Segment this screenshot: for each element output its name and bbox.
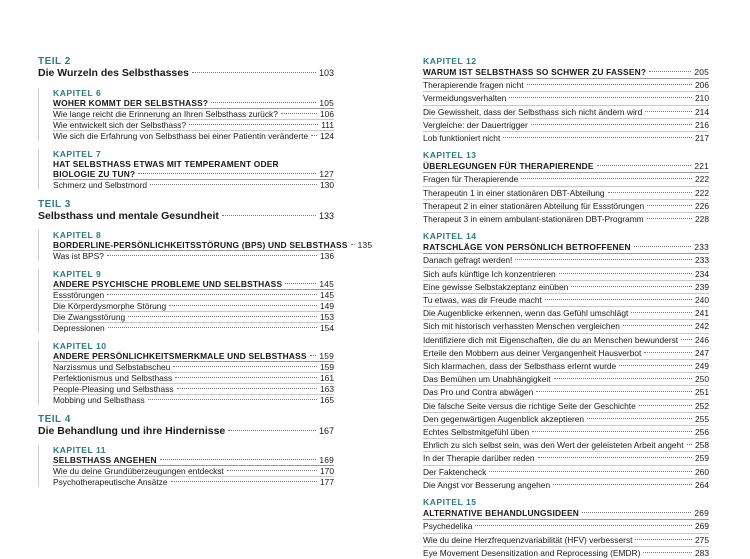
entry-text: Lob funktioniert nicht	[423, 133, 501, 144]
page-number: 163	[320, 384, 334, 394]
page-number: 159	[319, 351, 334, 361]
leader-dots	[171, 481, 317, 482]
leader-dots	[644, 352, 692, 353]
toc-entry[interactable]	[423, 92, 709, 105]
chapter-label: KAPITEL 13	[423, 150, 477, 161]
chapter-title: ANDERE PERSÖNLICHKEITSMERKMALE UND SELBSTHASS	[53, 351, 307, 361]
toc-entry[interactable]	[423, 534, 709, 547]
leader-dots	[189, 124, 318, 125]
entry-text: In der Therapie darüber reden	[423, 453, 535, 464]
page-number: 106	[320, 109, 334, 119]
leader-dots	[311, 135, 317, 136]
chapter-15	[423, 497, 709, 559]
entry-text: Essstörungen	[53, 290, 105, 300]
part-title-line[interactable]	[38, 67, 334, 79]
toc-entry[interactable]	[53, 466, 334, 477]
chapter-title-line[interactable]	[53, 279, 334, 290]
toc-entry[interactable]	[53, 131, 334, 141]
chapter-label: KAPITEL 8	[53, 230, 102, 240]
chapter-title-line[interactable]	[53, 169, 334, 180]
leader-dots	[597, 165, 692, 166]
chapter-12	[423, 56, 709, 144]
leader-dots	[148, 399, 317, 400]
page-number: 256	[695, 427, 709, 438]
left-page	[38, 56, 373, 487]
entry-text: Die Augenblicke erkennen, wenn das Gefühl umschlägt	[423, 308, 629, 319]
leader-dots	[228, 430, 316, 431]
toc-entry[interactable]	[423, 413, 709, 426]
entry-text: Wie sich die Erfahrung von Selbsthass bei einer Patientin veränderte	[53, 131, 309, 141]
leader-dots	[531, 124, 692, 125]
leader-dots	[128, 316, 317, 317]
toc-entry[interactable]	[423, 426, 709, 439]
toc-entry[interactable]	[423, 187, 709, 200]
page-number: 169	[319, 455, 334, 465]
chapter-title: ÜBERLEGUNGEN FÜR THERAPIERENDE	[423, 161, 594, 172]
leader-dots	[107, 255, 317, 256]
toc-entry[interactable]	[423, 294, 709, 307]
page-number: 233	[694, 242, 709, 253]
chapter-label: KAPITEL 15	[423, 497, 477, 508]
entry-text: Sich klarmachen, dass der Selbsthass erlernt wurde	[423, 361, 617, 372]
leader-dots	[553, 484, 692, 485]
leader-dots	[571, 286, 692, 287]
part-2	[38, 56, 334, 190]
part-title-line[interactable]	[38, 210, 334, 222]
toc-entry[interactable]	[423, 79, 709, 92]
page-number: 269	[694, 508, 709, 519]
page-number: 251	[695, 387, 709, 398]
entry-text: Wie du deine Herzfrequenzvariabilität (HFV) verbesserst	[423, 534, 633, 545]
chapter-label: KAPITEL 6	[53, 88, 102, 98]
chapter-title-line[interactable]	[53, 98, 334, 109]
page-number: 250	[695, 374, 709, 385]
leader-dots	[619, 365, 692, 366]
toc-entry[interactable]	[423, 281, 709, 294]
leader-dots	[227, 470, 317, 471]
entry-text: Vermeidungsverhalten	[423, 93, 507, 104]
entry-text: People-Pleasing und Selbsthass	[53, 384, 174, 394]
page-number: 260	[695, 466, 709, 477]
chapter-label: KAPITEL 11	[53, 445, 107, 455]
toc-entry[interactable]	[423, 347, 709, 360]
part-title: Die Wurzeln des Selbsthasses	[38, 67, 189, 79]
chapter-label: KAPITEL 7	[53, 149, 102, 159]
leader-dots	[554, 378, 692, 379]
page-number: 145	[320, 290, 334, 300]
chapter-title-line[interactable]	[423, 160, 709, 173]
leader-dots	[687, 444, 692, 445]
toc-entry[interactable]	[53, 251, 334, 261]
page-number: 127	[319, 169, 334, 179]
leader-dots	[169, 305, 317, 306]
leader-dots	[623, 325, 692, 326]
chapter-label: KAPITEL 14	[423, 231, 477, 242]
entry-text: Schmerz und Selbstmord	[53, 180, 148, 190]
leader-dots	[173, 366, 317, 367]
part-4	[38, 414, 334, 487]
toc-entry[interactable]	[423, 373, 709, 386]
toc-entry[interactable]	[423, 360, 709, 373]
toc-entry[interactable]	[53, 301, 334, 312]
entry-text: Therapeutin 1 in einer stationären DBT-Abteilung	[423, 187, 605, 198]
page-number: 145	[319, 279, 334, 289]
toc-entry[interactable]	[423, 213, 709, 225]
chapter-title[interactable]: HAT SELBSTHASS ETWAS MIT TEMPERAMENT ODER	[53, 159, 279, 169]
part-title: Selbsthass und mentale Gesundheit	[38, 210, 219, 222]
leader-dots	[489, 471, 692, 472]
chapter-title: WOHER KOMMT DER SELBSTHASS?	[53, 98, 209, 108]
leader-dots	[192, 72, 316, 73]
leader-dots	[559, 273, 692, 274]
toc-entry[interactable]	[423, 400, 709, 413]
chapter-6	[38, 88, 334, 141]
leader-dots	[150, 184, 317, 185]
chapter-title-line[interactable]	[423, 507, 709, 520]
page-number: 247	[695, 347, 709, 358]
leader-dots	[649, 71, 691, 72]
page-number: 135	[357, 240, 373, 250]
chapter-7	[38, 149, 334, 190]
toc-entry[interactable]	[423, 254, 709, 267]
chapter-13	[423, 150, 709, 225]
leader-dots	[138, 173, 316, 174]
page-number: 240	[695, 295, 709, 306]
chapter-10	[38, 341, 334, 405]
entry-text: Mobbing und Selbsthass	[53, 395, 145, 405]
toc-entry[interactable]	[53, 323, 334, 333]
leader-dots	[635, 539, 692, 540]
page-number: 133	[318, 211, 334, 221]
leader-dots	[177, 388, 317, 389]
page-number: 167	[318, 426, 334, 436]
leader-dots	[160, 459, 317, 460]
toc-entry[interactable]	[423, 386, 709, 399]
toc-entry[interactable]	[423, 173, 709, 186]
page-number: 241	[695, 308, 709, 319]
page-number: 149	[320, 301, 334, 311]
leader-dots	[681, 339, 692, 340]
toc-entry[interactable]	[53, 384, 334, 395]
toc-entry[interactable]	[423, 520, 709, 533]
chapter-title-line[interactable]	[53, 240, 373, 251]
page-number: 249	[695, 361, 709, 372]
chapter-title: SELBSTHASS ANGEHEN	[53, 455, 157, 465]
page-number: 136	[320, 251, 334, 261]
entry-text: Narzissmus und Selbstabscheu	[53, 362, 171, 372]
entry-text: Therapeut 3 in einem ambulant-stationären DBT-Programm	[423, 214, 644, 225]
page-number: 103	[318, 68, 334, 78]
toc-entry[interactable]	[423, 307, 709, 320]
chapter-14	[423, 231, 709, 491]
page-number: 177	[320, 477, 334, 487]
entry-text: Wie entwickelt sich der Selbsthass?	[53, 120, 187, 130]
chapter-9	[38, 269, 334, 333]
chapter-8	[38, 230, 373, 261]
entry-text: Danach gefragt werden!	[423, 255, 513, 266]
leader-dots	[310, 355, 317, 356]
chapter-title: BORDERLINE-PERSÖNLICHKEITSSTÖRUNG (BPS) UND SELBSTHASS	[53, 240, 348, 250]
leader-dots	[285, 283, 316, 284]
page-number: 269	[695, 521, 709, 532]
part-3	[38, 199, 373, 405]
part-title-line[interactable]	[38, 425, 334, 437]
entry-text: Der Faktencheck	[423, 466, 487, 477]
entry-text: Die Gewissheit, dass der Selbsthass sich nicht ändern wird	[423, 106, 643, 117]
page-number: 255	[695, 413, 709, 424]
toc-entry[interactable]	[423, 466, 709, 479]
page-number: 234	[695, 268, 709, 279]
leader-dots	[503, 137, 692, 138]
toc-entry[interactable]	[423, 479, 709, 491]
page-number: 159	[320, 362, 334, 372]
chapter-title: RATSCHLÄGE VON PERSÖNLICH BETROFFENEN	[423, 242, 631, 253]
toc-entry[interactable]	[423, 439, 709, 452]
leader-dots	[634, 246, 692, 247]
toc-entry[interactable]	[423, 200, 709, 213]
part-label: TEIL 3	[38, 199, 71, 210]
leader-dots	[631, 312, 692, 313]
chapter-title: WARUM IST SELBSTHASS SO SCHWER ZU FASSEN?	[423, 67, 647, 77]
chapter-title-line[interactable]	[423, 66, 709, 79]
page-number: 217	[695, 133, 709, 144]
leader-dots	[647, 218, 692, 219]
entry-text: Die falsche Seite versus die richtige Seite der Geschichte	[423, 400, 636, 411]
entry-text: Eine gewisse Selbstakzeptanz einüben	[423, 281, 569, 292]
toc-entry[interactable]	[423, 132, 709, 144]
page-number: 258	[695, 440, 709, 451]
leader-dots	[515, 259, 692, 260]
toc-entry[interactable]	[423, 320, 709, 333]
chapter-label: KAPITEL 9	[53, 269, 102, 279]
leader-dots	[211, 102, 316, 103]
entry-text: Den gegenwärtigen Augenblick akzeptieren	[423, 413, 585, 424]
entry-text: Wie du deine Grundüberzeugungen entdeckst	[53, 466, 224, 476]
entry-text: Die Zwangsstörung	[53, 312, 126, 322]
page-number: 246	[695, 334, 709, 345]
entry-text: Therapeut 2 in einer stationären Abteilung für Essstörungen	[423, 200, 645, 211]
page-number: 210	[695, 93, 709, 104]
page-number: 105	[319, 98, 334, 108]
page-number: 228	[695, 214, 709, 225]
chapter-label: KAPITEL 10	[53, 341, 107, 351]
toc-entry[interactable]	[53, 290, 334, 301]
entry-text: Psychedelika	[423, 521, 473, 532]
page-number: 205	[694, 67, 709, 77]
leader-dots	[608, 192, 692, 193]
toc-entry[interactable]	[53, 109, 334, 120]
part-label: TEIL 2	[38, 56, 71, 67]
entry-text: Eye Movement Desensitization and Reprocessing (EMDR)	[423, 547, 641, 558]
leader-dots	[647, 205, 692, 206]
entry-text: Die Angst vor Besserung angehen	[423, 479, 551, 490]
leader-dots	[222, 215, 316, 216]
toc-entry[interactable]	[423, 106, 709, 119]
page-number: 233	[695, 255, 709, 266]
leader-dots	[521, 178, 692, 179]
toc-entry[interactable]	[53, 395, 334, 405]
page-number: 239	[695, 281, 709, 292]
page-number: 130	[320, 180, 334, 190]
leader-dots	[643, 552, 692, 553]
entry-text: Psychotherapeutische Ansätze	[53, 477, 168, 487]
chapter-label: KAPITEL 12	[423, 56, 477, 66]
page-number: 170	[320, 466, 334, 476]
page-number: 275	[695, 534, 709, 545]
entry-text: Echtes Selbstmitgefühl üben	[423, 427, 530, 438]
leader-dots	[536, 391, 692, 392]
leader-dots	[532, 431, 692, 432]
chapter-title: BIOLOGIE ZU TUN?	[53, 169, 136, 179]
page-number: 153	[320, 312, 334, 322]
toc-entry[interactable]	[423, 334, 709, 347]
leader-dots	[639, 405, 692, 406]
leader-dots	[475, 525, 692, 526]
entry-text: Perfektionismus und Selbsthass	[53, 373, 173, 383]
chapter-title-line[interactable]	[53, 455, 334, 466]
entry-text: Therapierende fragen nicht	[423, 80, 524, 91]
entry-text: Sich aufs künftige Ich konzentrieren	[423, 268, 556, 279]
leader-dots	[108, 327, 317, 328]
page-number: 222	[695, 174, 709, 185]
page-number: 154	[320, 323, 334, 333]
entry-text: Sich mit historisch verhassten Menschen vergleichen	[423, 321, 620, 332]
chapter-11	[38, 445, 334, 487]
entry-text: Depressionen	[53, 323, 105, 333]
leader-dots	[527, 84, 692, 85]
part-title: Die Behandlung und ihre Hindernisse	[38, 425, 226, 437]
page-number: 221	[694, 161, 709, 172]
toc-entry[interactable]	[53, 120, 334, 131]
toc-entry[interactable]	[53, 373, 334, 384]
entry-text: Vergleiche: der Dauertrigger	[423, 119, 528, 130]
toc-entry[interactable]	[423, 452, 709, 465]
entry-text: Die Körperdysmorphe Störung	[53, 301, 167, 311]
page-number: 264	[695, 479, 709, 490]
page-number: 259	[695, 453, 709, 464]
page-number: 124	[320, 131, 334, 141]
page-number: 214	[695, 106, 709, 117]
leader-dots	[545, 299, 692, 300]
entry-text: Identifiziere dich mit Eigenschaften, die du an Menschen bewunderst	[423, 334, 679, 345]
entry-text: Wie lange reicht die Erinnerung an Ihren Selbsthass zurück?	[53, 109, 278, 119]
entry-text: Fragen für Therapierende	[423, 174, 519, 185]
page-number: 242	[695, 321, 709, 332]
leader-dots	[509, 97, 692, 98]
leader-dots	[107, 294, 317, 295]
entry-text: Ehrlich zu sich selbst sein, was den Wert der geleisteten Arbeit angeht	[423, 440, 684, 451]
page-number: 252	[695, 400, 709, 411]
leader-dots	[281, 113, 317, 114]
right-page	[423, 56, 709, 559]
chapter-title: ALTERNATIVE BEHANDLUNGSIDEEN	[423, 508, 580, 519]
entry-text: Das Bemühen um Unabhängigkeit	[423, 374, 551, 385]
page-number: 165	[320, 395, 334, 405]
page-number: 161	[320, 373, 334, 383]
entry-text: Erteile den Mobbern aus deiner Vergangenheit Hausverbot	[423, 347, 642, 358]
page-number: 283	[695, 547, 709, 558]
leader-dots	[645, 111, 692, 112]
page-number: 222	[695, 187, 709, 198]
part-label: TEIL 4	[38, 414, 71, 425]
leader-dots	[587, 418, 692, 419]
toc-entry[interactable]	[423, 119, 709, 132]
leader-dots	[538, 457, 692, 458]
chapter-title: ANDERE PSYCHISCHE PROBLEME UND SELBSTHASS	[53, 279, 283, 289]
leader-dots	[175, 377, 317, 378]
leader-dots	[582, 512, 691, 513]
toc-entry[interactable]	[423, 547, 709, 559]
toc-entry[interactable]	[53, 180, 334, 190]
page-number: 206	[695, 80, 709, 91]
toc-entry[interactable]	[423, 268, 709, 281]
entry-text: Was ist BPS?	[53, 251, 104, 261]
page-number: 111	[321, 120, 334, 130]
page-number: 216	[695, 119, 709, 130]
leader-dots	[351, 244, 355, 245]
page-number: 226	[695, 200, 709, 211]
entry-text: Das Pro und Contra abwägen	[423, 387, 534, 398]
chapter-title-line[interactable]	[53, 351, 334, 362]
toc-entry[interactable]	[53, 477, 334, 487]
toc-entry[interactable]	[53, 362, 334, 373]
chapter-title-line[interactable]	[423, 241, 709, 254]
toc-entry[interactable]	[53, 312, 334, 323]
entry-text: Tu etwas, was dir Freude macht	[423, 295, 542, 306]
